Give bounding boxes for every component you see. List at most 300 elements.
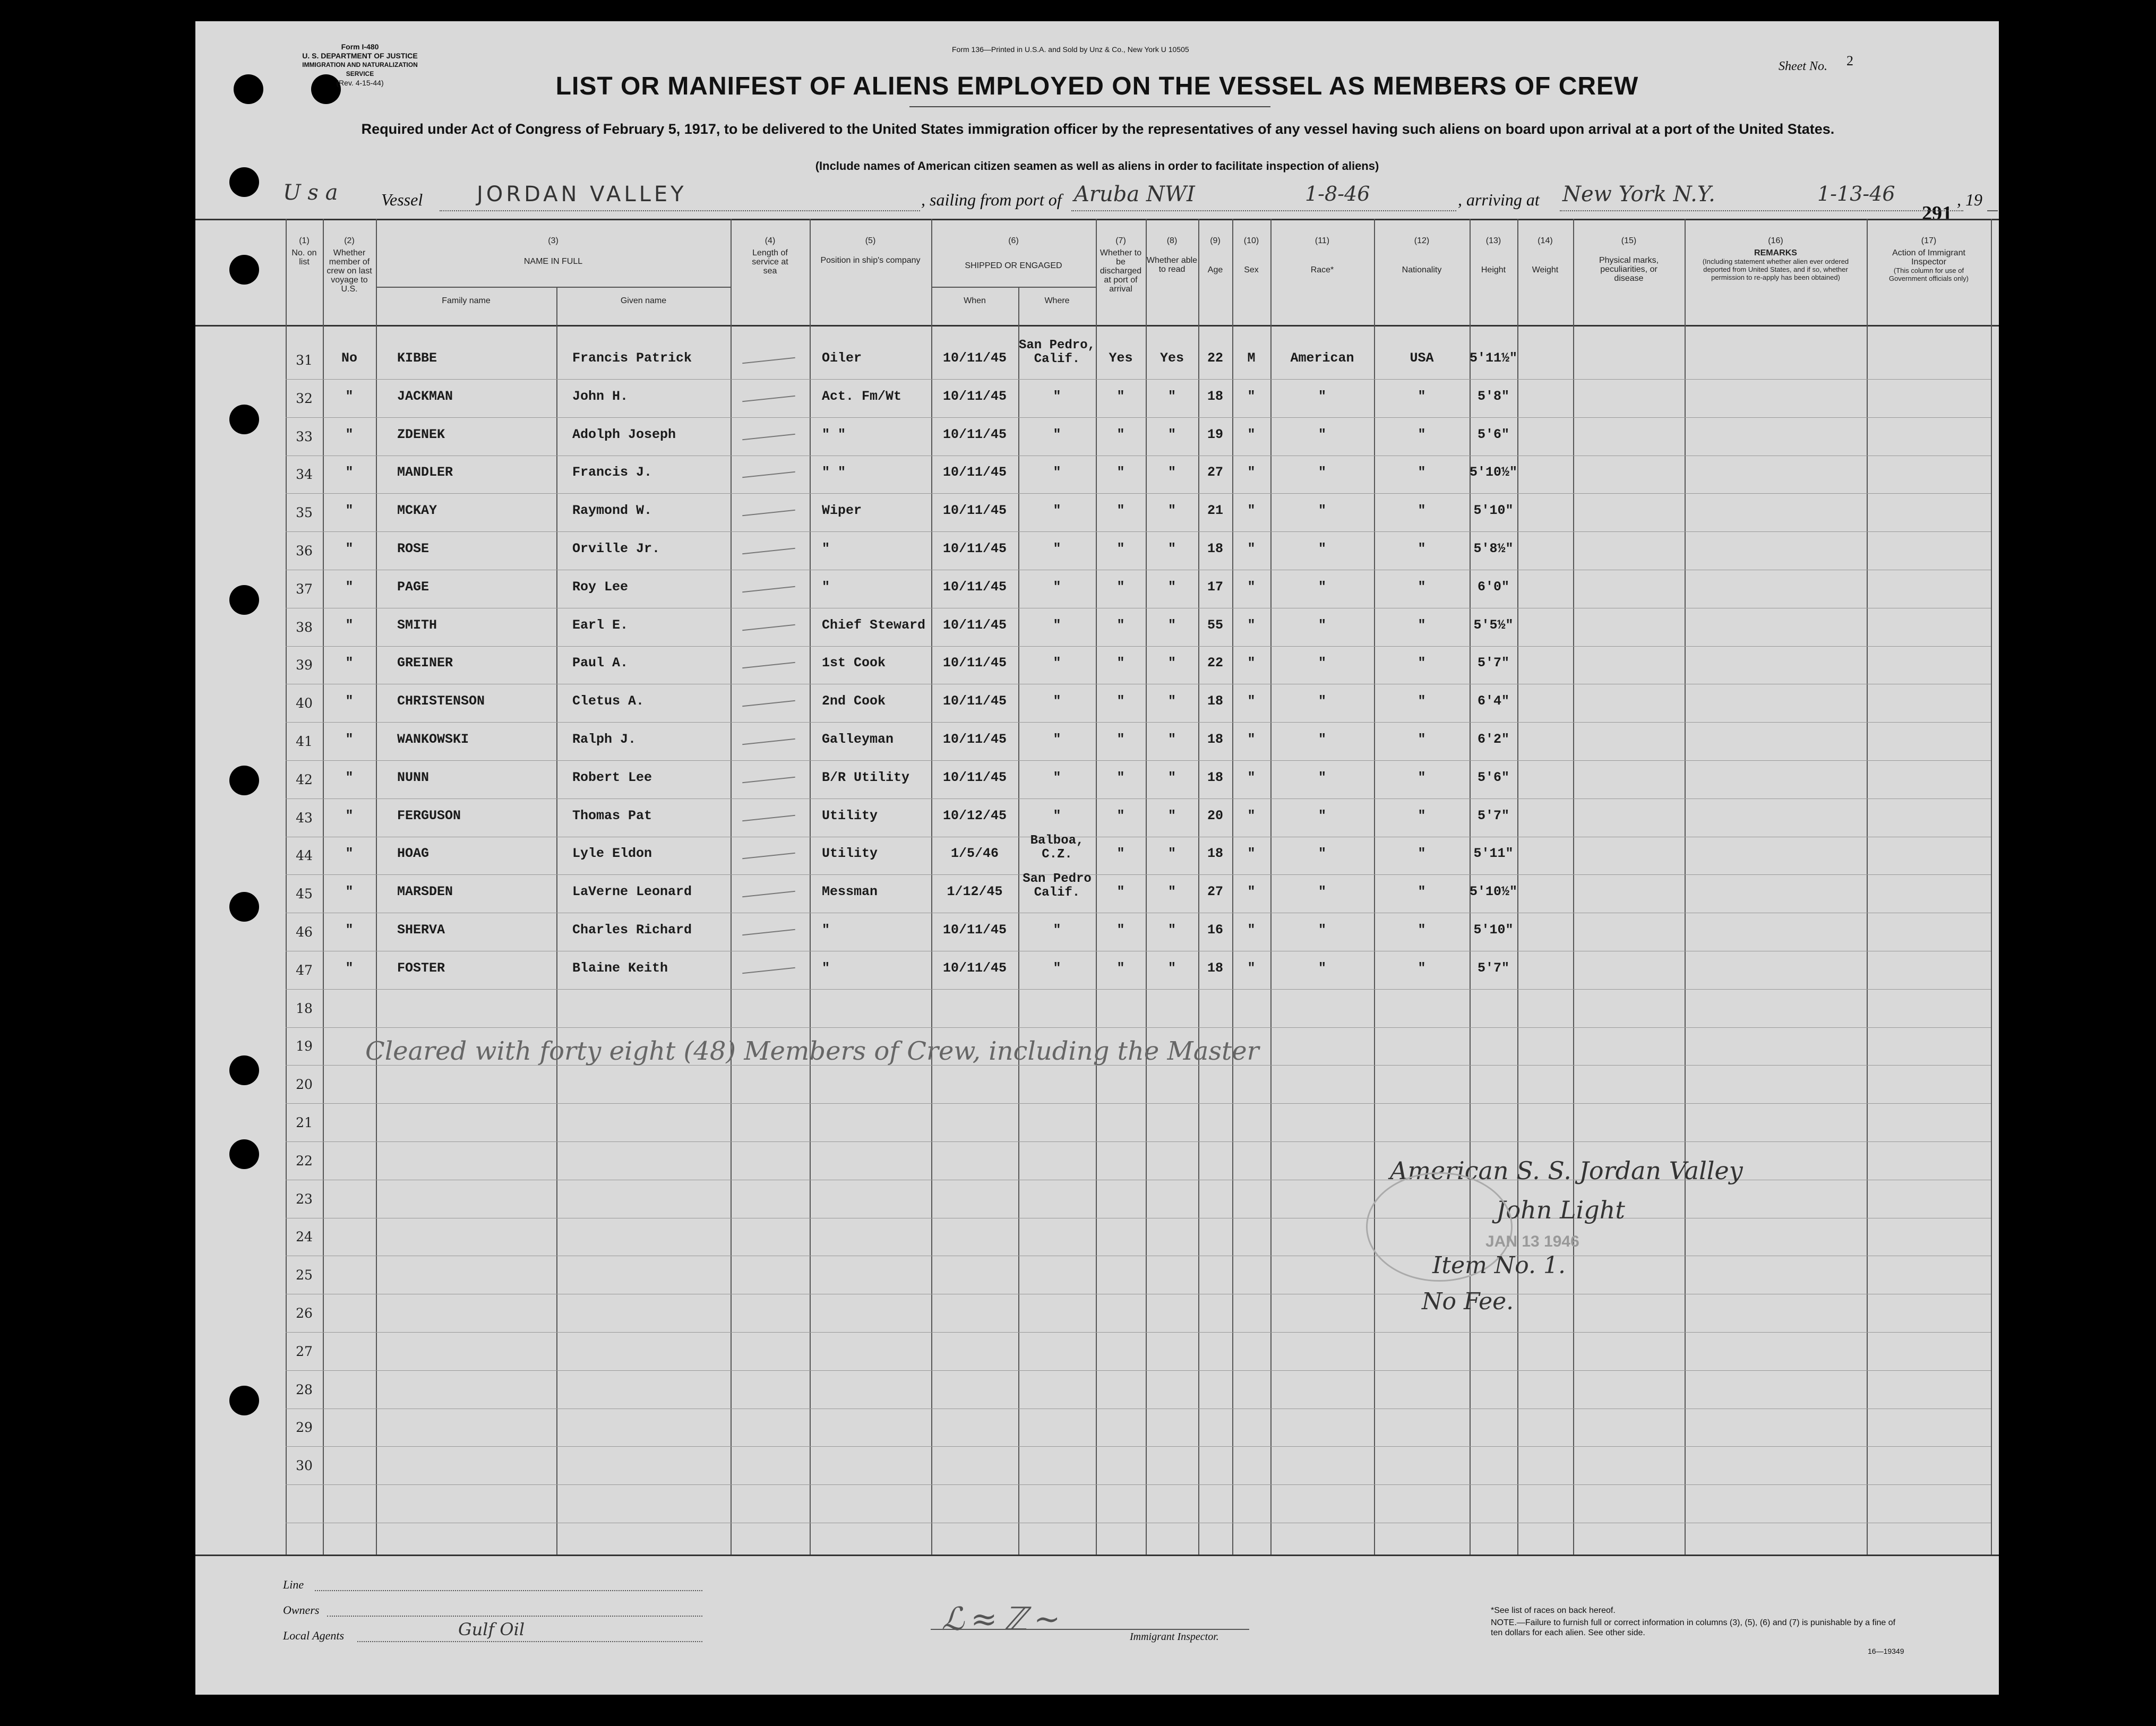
cell-nationality: " bbox=[1418, 884, 1426, 900]
cell-given: Francis Patrick bbox=[572, 350, 692, 366]
cell-discharged: " bbox=[1116, 884, 1125, 900]
cell-discharged: " bbox=[1116, 655, 1125, 671]
service-length-mark bbox=[742, 891, 795, 897]
cell-no: 31 bbox=[296, 353, 313, 368]
punch-hole bbox=[229, 255, 259, 285]
col-header-15: (15) Physical marks, peculiarities, or disease bbox=[1599, 236, 1659, 283]
cell-where: " bbox=[1053, 808, 1061, 823]
cell-family: WANKOWSKI bbox=[397, 732, 469, 747]
cell-read: Yes bbox=[1159, 350, 1184, 366]
cell-where: " bbox=[1053, 960, 1061, 976]
row-rule bbox=[286, 379, 1991, 380]
line-number: 24 bbox=[296, 1229, 313, 1245]
inspector-label: Immigrant Inspector. bbox=[1130, 1631, 1219, 1643]
cell-age: 18 bbox=[1207, 693, 1223, 709]
cell-age: 22 bbox=[1207, 655, 1223, 671]
service-length-mark bbox=[742, 929, 795, 935]
service-length-mark bbox=[742, 814, 795, 821]
row-rule bbox=[286, 1484, 1991, 1485]
agents-value: Gulf Oil bbox=[458, 1619, 525, 1639]
cell-no: 45 bbox=[296, 886, 313, 902]
col-divider bbox=[1573, 219, 1574, 1555]
cell-nationality: " bbox=[1418, 960, 1426, 976]
cell-nationality: " bbox=[1418, 503, 1426, 519]
cell-position: Utility bbox=[822, 846, 878, 862]
row-rule bbox=[286, 989, 1991, 990]
cell-age: 22 bbox=[1207, 350, 1223, 366]
penalty-note: NOTE.—Failure to furnish full or correct information in columns (3), (5), (6) and (7) is punishable by a fine of ten dollars for each alien. See other side. bbox=[1491, 1618, 1896, 1637]
cell-position: " bbox=[822, 960, 830, 976]
cell-read: " bbox=[1167, 922, 1176, 938]
cell-where: " bbox=[1053, 922, 1061, 938]
cell-family: ZDENEK bbox=[397, 426, 445, 442]
arriving-rule bbox=[1560, 210, 1963, 211]
col-header-6: (6) SHIPPED OR ENGAGED bbox=[965, 236, 1062, 270]
inspector-rule bbox=[931, 1629, 1249, 1630]
cell-prev: " bbox=[345, 503, 354, 519]
cell-given: Charles Richard bbox=[572, 922, 692, 938]
cell-nationality: " bbox=[1418, 922, 1426, 938]
cell-sex: " bbox=[1247, 884, 1256, 900]
cell-position: 1st Cook bbox=[822, 655, 886, 671]
cell-sex: " bbox=[1247, 960, 1256, 976]
col-header-1: (1) No. on list bbox=[291, 236, 317, 267]
cell-prev: " bbox=[345, 846, 354, 862]
arriving-label: , arriving at bbox=[1458, 190, 1540, 209]
cell-height: 5'10½" bbox=[1470, 884, 1518, 900]
cell-discharged: " bbox=[1116, 465, 1125, 480]
line-number: 22 bbox=[296, 1153, 313, 1169]
subtitle: Required under Act of Congress of February 5, 1917, to be delivered to the United States immigration officer by the representatives of any vessel having such aliens on board upon arrival at a port of the United States. bbox=[361, 121, 1835, 137]
cell-when: 10/11/45 bbox=[942, 960, 1007, 976]
cell-no: 36 bbox=[296, 543, 313, 559]
cell-where: " bbox=[1053, 693, 1061, 709]
cell-race: " bbox=[1318, 465, 1326, 480]
master-line-vessel: American S. S. Jordan Valley bbox=[1390, 1156, 1743, 1185]
cell-given: John H. bbox=[572, 388, 629, 404]
cell-read: " bbox=[1167, 693, 1176, 709]
cell-age: 55 bbox=[1207, 617, 1223, 633]
punch-hole bbox=[229, 405, 259, 434]
cell-discharged: " bbox=[1116, 960, 1125, 976]
col-header-given: Given name bbox=[620, 296, 667, 305]
cell-read: " bbox=[1167, 465, 1176, 480]
cell-height: 5'8½" bbox=[1473, 541, 1514, 556]
cell-height: 5'10½" bbox=[1470, 465, 1518, 480]
page-title: LIST OR MANIFEST OF ALIENS EMPLOYED ON THE VESSEL AS MEMBERS OF CREW bbox=[555, 72, 1639, 100]
cell-family: SHERVA bbox=[397, 922, 445, 938]
cell-position: " bbox=[822, 579, 830, 595]
cell-height: 6'4" bbox=[1477, 693, 1509, 709]
vessel-rule bbox=[440, 210, 920, 211]
row-rule bbox=[286, 493, 1991, 494]
cell-age: 18 bbox=[1207, 960, 1223, 976]
cell-read: " bbox=[1167, 617, 1176, 633]
line-number: 26 bbox=[296, 1306, 313, 1321]
row-rule bbox=[286, 1141, 1991, 1142]
cell-family: FOSTER bbox=[397, 960, 445, 976]
cell-discharged: Yes bbox=[1109, 350, 1133, 366]
cell-nationality: " bbox=[1418, 579, 1426, 595]
cell-discharged: " bbox=[1116, 503, 1125, 519]
row-rule bbox=[286, 798, 1991, 799]
service: IMMIGRATION AND NATURALIZATION SERVICE bbox=[302, 61, 418, 78]
row-rule bbox=[286, 1446, 1991, 1447]
sailing-rule bbox=[1071, 210, 1456, 211]
cell-prev: " bbox=[345, 655, 354, 671]
cell-age: 18 bbox=[1207, 388, 1223, 404]
cell-family: ROSE bbox=[397, 541, 430, 556]
cell-where: San Pedro Calif. bbox=[1023, 872, 1092, 900]
cell-read: " bbox=[1167, 503, 1176, 519]
cell-no: 47 bbox=[296, 962, 313, 978]
service-length-mark bbox=[742, 777, 795, 783]
department: U. S. DEPARTMENT OF JUSTICE bbox=[302, 51, 418, 60]
cell-position: " bbox=[822, 541, 830, 556]
cell-given: Cletus A. bbox=[572, 693, 645, 709]
cell-race: " bbox=[1318, 655, 1326, 671]
cell-read: " bbox=[1167, 388, 1176, 404]
cell-age: 18 bbox=[1207, 732, 1223, 747]
cell-given: Blaine Keith bbox=[572, 960, 668, 976]
sailing-label: , sailing from port of bbox=[921, 190, 1062, 209]
cell-sex: " bbox=[1247, 388, 1256, 404]
cell-read: " bbox=[1167, 579, 1176, 595]
cell-sex: " bbox=[1247, 655, 1256, 671]
agents-label: Local Agents bbox=[283, 1629, 345, 1642]
cell-prev: " bbox=[345, 960, 354, 976]
cell-sex: M bbox=[1247, 350, 1256, 366]
include-note: (Include names of American citizen seamen as well as aliens in order to facilitate inspection of aliens) bbox=[815, 159, 1379, 173]
line-label: Line bbox=[283, 1578, 304, 1591]
cell-family: SMITH bbox=[397, 617, 437, 633]
line-rule bbox=[315, 1590, 702, 1591]
handwritten-closing-note: Cleared with forty eight (48) Members of Crew, including the Master bbox=[365, 1036, 1259, 1066]
row-rule bbox=[286, 417, 1991, 418]
service-length-mark bbox=[742, 739, 795, 745]
sheet-label: Sheet No. bbox=[1779, 59, 1827, 73]
cell-read: " bbox=[1167, 808, 1176, 823]
cell-prev: " bbox=[345, 769, 354, 785]
cell-read: " bbox=[1167, 769, 1176, 785]
cell-height: 5'7" bbox=[1477, 960, 1509, 976]
cell-family: MCKAY bbox=[397, 503, 437, 519]
races-note: *See list of races on back hereof. bbox=[1491, 1606, 1616, 1615]
sailing-date: 1-8-46 bbox=[1305, 182, 1370, 205]
cell-age: 20 bbox=[1207, 808, 1223, 823]
cell-age: 27 bbox=[1207, 884, 1223, 900]
cell-nationality: " bbox=[1418, 693, 1426, 709]
cell-discharged: " bbox=[1116, 922, 1125, 938]
cell-sex: " bbox=[1247, 769, 1256, 785]
line-number: 18 bbox=[296, 1000, 313, 1016]
cell-position: Messman bbox=[822, 884, 878, 900]
cell-family: MARSDEN bbox=[397, 884, 453, 900]
cell-no: 44 bbox=[296, 848, 313, 864]
cell-height: 5'8" bbox=[1477, 388, 1509, 404]
cell-sex: " bbox=[1247, 693, 1256, 709]
vessel-prefix-mark: U s a bbox=[283, 181, 338, 205]
cell-where: " bbox=[1053, 541, 1061, 556]
cell-where: Balboa, C.Z. bbox=[1030, 834, 1084, 862]
year-label: , 19 bbox=[1957, 190, 1982, 209]
cell-when: 10/11/45 bbox=[942, 693, 1007, 709]
cell-given: Robert Lee bbox=[572, 769, 652, 785]
year-rule bbox=[1987, 210, 1998, 211]
cell-where: " bbox=[1053, 465, 1061, 480]
row-rule bbox=[286, 722, 1991, 723]
line-number: 23 bbox=[296, 1191, 313, 1207]
cell-when: 10/11/45 bbox=[942, 655, 1007, 671]
cell-discharged: " bbox=[1116, 693, 1125, 709]
table-bottom-border bbox=[195, 1555, 1999, 1556]
cell-position: Wiper bbox=[822, 503, 862, 519]
service-length-mark bbox=[742, 853, 795, 859]
cell-discharged: " bbox=[1116, 808, 1125, 823]
punch-hole bbox=[229, 766, 259, 795]
agents-rule bbox=[357, 1641, 702, 1642]
cell-race: " bbox=[1318, 579, 1326, 595]
stamp-date: JAN 13 1946 bbox=[1485, 1233, 1579, 1250]
item-number: Item No. 1. bbox=[1432, 1252, 1566, 1279]
cell-where: " bbox=[1053, 655, 1061, 671]
cell-prev: " bbox=[345, 388, 354, 404]
cell-where: " bbox=[1053, 426, 1061, 442]
cell-given: Lyle Eldon bbox=[572, 846, 652, 862]
cell-race: " bbox=[1318, 884, 1326, 900]
line-number: 30 bbox=[296, 1458, 313, 1474]
cell-nationality: " bbox=[1418, 732, 1426, 747]
cell-position: " " bbox=[822, 426, 846, 442]
cell-sex: " bbox=[1247, 426, 1256, 442]
cell-when: 10/11/45 bbox=[942, 465, 1007, 480]
line-number: 25 bbox=[296, 1267, 313, 1283]
col-header-13: (13) Height bbox=[1481, 236, 1506, 274]
service-length-mark bbox=[742, 548, 795, 554]
owners-rule bbox=[327, 1616, 702, 1617]
cell-height: 5'6" bbox=[1477, 426, 1509, 442]
cell-race: " bbox=[1318, 541, 1326, 556]
arriving-date: 1-13-46 bbox=[1817, 182, 1895, 205]
printer-line: Form 136—Printed in U.S.A. and Sold by Unz & Co., New York U 10505 bbox=[952, 45, 1189, 54]
cell-family: NUNN bbox=[397, 769, 430, 785]
col-divider bbox=[810, 219, 811, 1555]
cell-when: 10/11/45 bbox=[942, 732, 1007, 747]
cell-position: " bbox=[822, 922, 830, 938]
cell-discharged: " bbox=[1116, 846, 1125, 862]
cell-age: 18 bbox=[1207, 541, 1223, 556]
col-header-10: (10) Sex bbox=[1243, 236, 1259, 274]
cell-age: 27 bbox=[1207, 465, 1223, 480]
cell-read: " bbox=[1167, 960, 1176, 976]
cell-given: Roy Lee bbox=[572, 579, 629, 595]
fee-note: No Fee. bbox=[1422, 1288, 1514, 1315]
cell-height: 5'11½" bbox=[1470, 350, 1518, 366]
cell-position: Utility bbox=[822, 808, 878, 823]
cell-family: MANDLER bbox=[397, 465, 453, 480]
punch-hole bbox=[229, 1055, 259, 1085]
cell-position: Chief Steward bbox=[822, 617, 926, 633]
row-rule bbox=[286, 531, 1991, 532]
cell-height: 5'7" bbox=[1477, 808, 1509, 823]
cell-race: " bbox=[1318, 693, 1326, 709]
cell-no: 39 bbox=[296, 657, 313, 673]
cell-given: LaVerne Leonard bbox=[572, 884, 692, 900]
cell-prev: " bbox=[345, 579, 354, 595]
cell-race: " bbox=[1318, 960, 1326, 976]
cell-discharged: " bbox=[1116, 426, 1125, 442]
cell-prev: " bbox=[345, 465, 354, 480]
cell-age: 18 bbox=[1207, 769, 1223, 785]
service-length-mark bbox=[742, 471, 795, 478]
col-header-17: (17) Action of Immigrant Inspector (This column for use of Government officials only) bbox=[1888, 236, 1969, 282]
cell-prev: No bbox=[341, 350, 357, 366]
cell-when: 10/11/45 bbox=[942, 350, 1007, 366]
col-header-5: (5) Position in ship's company bbox=[820, 236, 921, 265]
title-rule bbox=[909, 106, 1270, 107]
service-length-mark bbox=[742, 433, 795, 440]
cell-age: 16 bbox=[1207, 922, 1223, 938]
cell-no: 33 bbox=[296, 428, 313, 444]
col-divider bbox=[1991, 219, 1992, 1555]
cell-read: " bbox=[1167, 884, 1176, 900]
service-length-mark bbox=[742, 396, 795, 402]
cell-read: " bbox=[1167, 732, 1176, 747]
col-header-2: (2) Whether member of crew on last voyage to U.S. bbox=[327, 236, 372, 294]
manifest-sheet bbox=[195, 21, 1999, 1695]
line-number: 29 bbox=[296, 1420, 313, 1436]
col-header-11: (11) Race* bbox=[1310, 236, 1334, 274]
cell-read: " bbox=[1167, 655, 1176, 671]
col-header-where: Where bbox=[1044, 296, 1070, 305]
cell-race: " bbox=[1318, 808, 1326, 823]
page-number: 291 bbox=[1922, 202, 1952, 225]
service-length-mark bbox=[742, 510, 795, 516]
cell-no: 35 bbox=[296, 505, 313, 521]
cell-position: " " bbox=[822, 465, 846, 480]
cell-when: 10/11/45 bbox=[942, 388, 1007, 404]
row-rule bbox=[286, 1332, 1991, 1333]
cell-family: CHRISTENSON bbox=[397, 693, 485, 709]
col-header-8: (8) Whether able to read bbox=[1146, 236, 1198, 274]
cell-when: 10/11/45 bbox=[942, 426, 1007, 442]
col-header-when: When bbox=[964, 296, 986, 305]
cell-given: Francis J. bbox=[572, 465, 652, 480]
cell-age: 17 bbox=[1207, 579, 1223, 595]
cell-race: " bbox=[1318, 426, 1326, 442]
col-header-9: (9) Age bbox=[1207, 236, 1223, 274]
cell-read: " bbox=[1167, 541, 1176, 556]
line-number: 27 bbox=[296, 1343, 313, 1359]
cell-nationality: " bbox=[1418, 541, 1426, 556]
cell-when: 10/11/45 bbox=[942, 769, 1007, 785]
col-header-14: (14) Weight bbox=[1532, 236, 1559, 274]
service-length-mark bbox=[742, 357, 795, 364]
form-number: Form I-480 bbox=[341, 42, 379, 51]
cell-sex: " bbox=[1247, 922, 1256, 938]
service-length-mark bbox=[742, 586, 795, 592]
cell-family: FERGUSON bbox=[397, 808, 461, 823]
cell-when: 10/11/45 bbox=[942, 617, 1007, 633]
cell-where: " bbox=[1053, 388, 1061, 404]
cell-read: " bbox=[1167, 846, 1176, 862]
cell-height: 5'11" bbox=[1473, 846, 1514, 862]
cell-race: " bbox=[1318, 388, 1326, 404]
cell-sex: " bbox=[1247, 732, 1256, 747]
name-subheader-rule bbox=[376, 287, 731, 288]
col-header-7: (7) Whether to be discharged at port of arrival bbox=[1100, 236, 1142, 294]
cell-prev: " bbox=[345, 426, 354, 442]
line-number: 21 bbox=[296, 1115, 313, 1130]
cell-sex: " bbox=[1247, 503, 1256, 519]
cell-position: 2nd Cook bbox=[822, 693, 886, 709]
cell-nationality: " bbox=[1418, 426, 1426, 442]
cell-race: " bbox=[1318, 617, 1326, 633]
cell-height: 5'6" bbox=[1477, 769, 1509, 785]
cell-height: 5'10" bbox=[1473, 922, 1514, 938]
cell-nationality: USA bbox=[1410, 350, 1434, 366]
cell-race: " bbox=[1318, 769, 1326, 785]
cell-height: 5'5½" bbox=[1473, 617, 1514, 633]
vessel-name: JORDAN VALLEY bbox=[477, 182, 687, 207]
col-divider bbox=[1867, 219, 1868, 1555]
row-rule bbox=[286, 1027, 1991, 1028]
cell-discharged: " bbox=[1116, 388, 1125, 404]
cell-nationality: " bbox=[1418, 769, 1426, 785]
row-rule bbox=[286, 1103, 1991, 1104]
service-length-mark bbox=[742, 967, 795, 974]
cell-nationality: " bbox=[1418, 465, 1426, 480]
col-header-family: Family name bbox=[442, 296, 491, 305]
punch-hole bbox=[229, 1386, 259, 1415]
cell-where: " bbox=[1053, 769, 1061, 785]
cell-prev: " bbox=[345, 884, 354, 900]
col-header-4: (4) Length of service at sea bbox=[752, 236, 788, 276]
cell-race: American bbox=[1290, 350, 1354, 366]
punch-hole bbox=[229, 892, 259, 922]
cell-race: " bbox=[1318, 732, 1326, 747]
cell-nationality: " bbox=[1418, 388, 1426, 404]
col-header-12: (12) Nationality bbox=[1402, 236, 1442, 274]
sailing-port: Aruba NWI bbox=[1074, 182, 1195, 207]
cell-where: " bbox=[1053, 617, 1061, 633]
header-bottom-border bbox=[195, 325, 1999, 327]
cell-age: 21 bbox=[1207, 503, 1223, 519]
cell-when: 1/12/45 bbox=[947, 884, 1003, 900]
cell-where: " bbox=[1053, 503, 1061, 519]
line-number: 20 bbox=[296, 1077, 313, 1093]
service-length-mark bbox=[742, 700, 795, 707]
form-code: 16—19349 bbox=[1868, 1647, 1904, 1655]
cell-when: 10/11/45 bbox=[942, 541, 1007, 556]
cell-when: 10/11/45 bbox=[942, 579, 1007, 595]
cell-sex: " bbox=[1247, 541, 1256, 556]
cell-given: Thomas Pat bbox=[572, 808, 652, 823]
cell-age: 19 bbox=[1207, 426, 1223, 442]
table-top-border bbox=[195, 219, 1999, 220]
cell-sex: " bbox=[1247, 846, 1256, 862]
cell-sex: " bbox=[1247, 617, 1256, 633]
cell-race: " bbox=[1318, 503, 1326, 519]
line-number: 19 bbox=[296, 1038, 313, 1054]
cell-when: 10/12/45 bbox=[942, 808, 1007, 823]
cell-prev: " bbox=[345, 922, 354, 938]
cell-nationality: " bbox=[1418, 655, 1426, 671]
row-rule bbox=[286, 874, 1991, 875]
cell-sex: " bbox=[1247, 465, 1256, 480]
cell-height: 5'10" bbox=[1473, 503, 1514, 519]
cell-where: " bbox=[1053, 732, 1061, 747]
